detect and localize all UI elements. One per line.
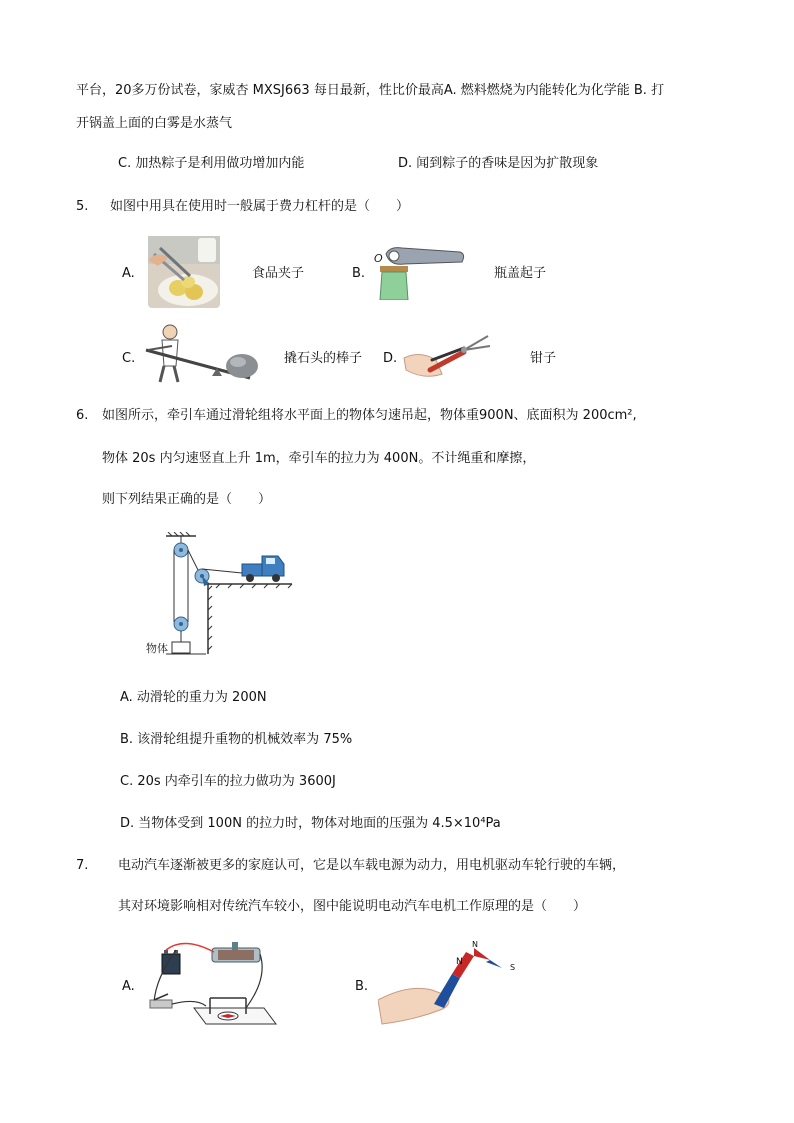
q7-option-a-letter: A. — [122, 979, 135, 994]
q5-number: 5. — [76, 199, 89, 214]
pulley-system-figure — [144, 532, 294, 666]
q6-option-c: C. 20s 内牵引车的拉力做功为 3600J — [120, 774, 336, 789]
q6-option-b: B. 该滑轮组提升重物的机械效率为 75% — [120, 732, 353, 747]
crowbar-figure — [142, 322, 260, 388]
q5-option-c-caption: 撬石头的棒子 — [284, 351, 363, 366]
food-tongs-figure — [148, 236, 220, 312]
intro-line-1: 平台，20多万份试卷，家威杏 MXSJ663 每日最新，性比价最高A. 燃料燃烧为内能转化为化学能 B. 打 — [76, 83, 665, 98]
q5-option-d-caption: 钳子 — [530, 351, 557, 366]
q6-option-d: D. 当物体受到 100N 的拉力时，物体对地面的压强为 4.5×10⁴Pa — [120, 816, 501, 831]
bottle-opener-figure — [372, 242, 468, 304]
object-label: 物体 — [146, 642, 168, 655]
q5-option-a-caption: 食品夹子 — [252, 266, 305, 281]
pliers-image — [402, 330, 494, 382]
q7-option-b-letter: B. — [355, 979, 369, 994]
magnet-figure — [378, 940, 526, 1030]
intro-option-c: C. 加热粽子是利用做功增加内能 — [118, 156, 305, 171]
q7-number: 7. — [76, 858, 89, 873]
q5-option-b-caption: 瓶盖起子 — [494, 266, 547, 281]
magnet-compass-diagram — [378, 940, 526, 1026]
intro-line-2: 开锅盖上面的白雾是水蒸气 — [76, 116, 233, 131]
pulley-system-diagram — [144, 532, 294, 662]
q5-option-c-letter: C. — [122, 351, 136, 366]
q6-stem-line-1: 如图所示，牵引车通过滑轮组将水平面上的物体匀速吊起，物体重900N、底面积为 200cm², — [102, 408, 637, 423]
q7-stem-line-2: 其对环境影响相对传统汽车较小，图中能说明电动汽车电机工作原理的是（ ） — [118, 899, 587, 914]
q6-stem-line-2: 物体 20s 内匀速竖直上升 1m，牵引车的拉力为 400N。不计绳重和摩擦， — [102, 451, 536, 466]
pivot-o-label: O — [374, 252, 383, 265]
circuit-diagram — [144, 938, 278, 1030]
intro-option-d: D. 闻到粽子的香味是因为扩散现象 — [398, 156, 599, 171]
bottle-opener-image — [372, 242, 468, 300]
needle-s-label: S — [510, 963, 516, 972]
pliers-figure — [402, 330, 494, 386]
q5-option-a-letter: A. — [122, 266, 135, 281]
q5-option-b-letter: B. — [352, 266, 366, 281]
magnet-n-label: N — [456, 957, 463, 967]
circuit-figure — [144, 938, 278, 1034]
q5-option-d-letter: D. — [383, 351, 398, 366]
q6-stem-line-3: 则下列结果正确的是（ ） — [102, 492, 272, 507]
crowbar-image — [142, 322, 260, 384]
q6-option-a: A. 动滑轮的重力为 200N — [120, 690, 267, 705]
q6-number: 6. — [76, 408, 89, 423]
food-tongs-image — [148, 236, 220, 308]
needle-n-label: N — [472, 940, 478, 949]
q7-stem-line-1: 电动汽车逐渐被更多的家庭认可，它是以车载电源为动力，用电机驱动车轮行驶的车辆， — [118, 858, 626, 873]
q5-stem: 如图中用具在使用时一般属于费力杠杆的是（ ） — [110, 199, 410, 214]
